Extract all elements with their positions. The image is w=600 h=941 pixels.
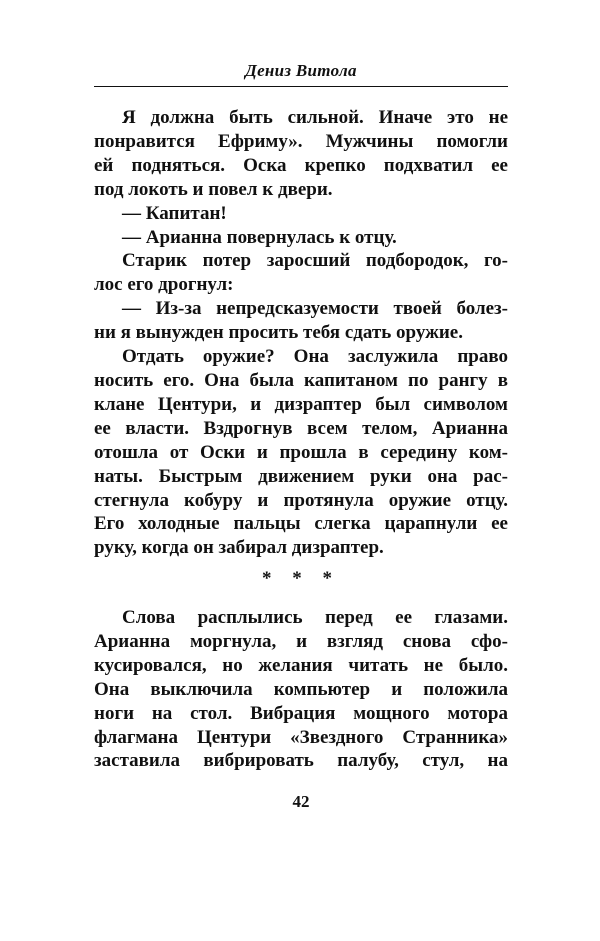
text-line: флагмана Центури «Звездного Странника» [94, 726, 508, 748]
paragraph [94, 345, 508, 560]
running-head-title: Дениз Витола [245, 61, 357, 80]
text-line: наты. Быстрым движением руки она рас- [94, 465, 508, 487]
text-line: лос его дрогнул: [94, 274, 234, 296]
text-line: Отдать оружие? Она заслужила право [122, 346, 508, 368]
text-line: Арианна моргнула, и взгляд снова сфо- [94, 630, 508, 652]
text-line: ее власти. Вздрогнув всем телом, Арианна [94, 417, 508, 439]
text-line: — Из-за непредсказуемости твоей болез- [122, 298, 508, 320]
text-section-2 [94, 606, 508, 773]
paragraph [94, 226, 508, 250]
text-line: Слова расплылись перед ее глазами. [122, 607, 508, 628]
paragraph [94, 249, 508, 297]
text-line: Старик потер заросший подбородок, го- [122, 250, 508, 272]
text-line: Его холодные пальцы слегка царапнули ее [94, 513, 508, 535]
text-line: — Арианна повернулась к отцу. [122, 226, 397, 248]
text-line: клане Центури, и дизраптер был символом [94, 393, 508, 415]
section-separator: * * * [262, 568, 340, 589]
text-line: понравится Ефриму». Мужчины помогли [94, 130, 508, 152]
text-line: ноги на стол. Вибрация мощного мотора [94, 702, 508, 724]
page-number: 42 [292, 792, 310, 811]
text-line: под локоть и повел к двери. [94, 178, 333, 200]
text-section-1 [94, 106, 508, 560]
text-line: ни я вынужден просить тебя сдать оружие. [94, 322, 463, 344]
text-line: ей подняться. Оска крепко подхватил ее [94, 154, 508, 176]
text-line: носить его. Она была капитаном по рангу в [94, 369, 508, 391]
paragraph [94, 297, 508, 345]
paragraph [94, 106, 508, 202]
text-line: стегнула кобуру и протянула оружие отцу. [94, 489, 508, 511]
text-line: Я должна быть сильной. Иначе это не [122, 107, 508, 128]
paragraph [94, 606, 508, 773]
header-rule [94, 86, 508, 87]
paragraph [94, 202, 508, 226]
text-line: Она выключила компьютер и положила [94, 678, 508, 700]
text-line: заставила вибрировать палубу, стул, на [94, 750, 508, 772]
text-line: — Капитан! [122, 202, 227, 224]
text-line: отошла от Оски и прошла в середину ком- [94, 441, 508, 463]
text-line: руку, когда он забирал дизраптер. [94, 537, 384, 559]
text-line: кусировался, но желания читать не было. [94, 654, 508, 676]
